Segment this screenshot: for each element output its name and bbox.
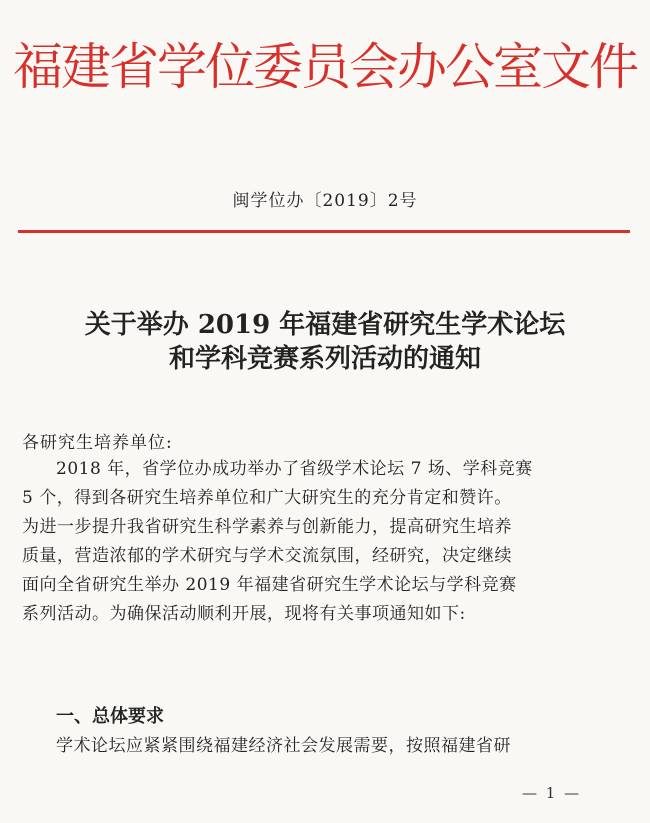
page-number: — 1 — bbox=[522, 784, 582, 802]
recipient: 各研究生培养单位: bbox=[22, 433, 173, 453]
paragraph-line: 2018 年，省学位办成功举办了省级学术论坛 7 场、学科竞赛 bbox=[56, 459, 533, 479]
paragraph-2 bbox=[22, 732, 628, 761]
paragraph-line: 质量，营造浓郁的学术研究与学术交流氛围，经研究，决定继续 bbox=[22, 546, 512, 566]
section-heading-general-requirements: 一、总体要求 bbox=[56, 706, 164, 727]
notice-title bbox=[0, 308, 650, 376]
paragraph-line: 面向全省研究生举办 2019 年福建省研究生学术论坛与学科竞赛 bbox=[22, 575, 517, 595]
paragraph-line: 系列活动。为确保活动顺利开展，现将有关事项通知如下: bbox=[22, 604, 466, 624]
paragraph-line: 为进一步提升我省研究生科学素养与创新能力，提高研究生培养 bbox=[22, 517, 512, 537]
notice-title-line-1: 关于举办 2019 年福建省研究生学术论坛 bbox=[84, 310, 566, 340]
notice-title-line-2: 和学科竞赛系列活动的通知 bbox=[168, 344, 481, 374]
red-divider-line bbox=[18, 230, 630, 233]
paragraph-1 bbox=[22, 455, 628, 629]
paragraph-line: 学术论坛应紧紧围绕福建经济社会发展需要，按照福建省研 bbox=[56, 736, 511, 756]
paragraph-line: 5 个，得到各研究生培养单位和广大研究生的充分肯定和赞许。 bbox=[22, 488, 512, 508]
header-title: 福建省学位委员会办公室文件 bbox=[13, 38, 637, 96]
document-number: 闽学位办〔2019〕2号 bbox=[232, 191, 418, 211]
